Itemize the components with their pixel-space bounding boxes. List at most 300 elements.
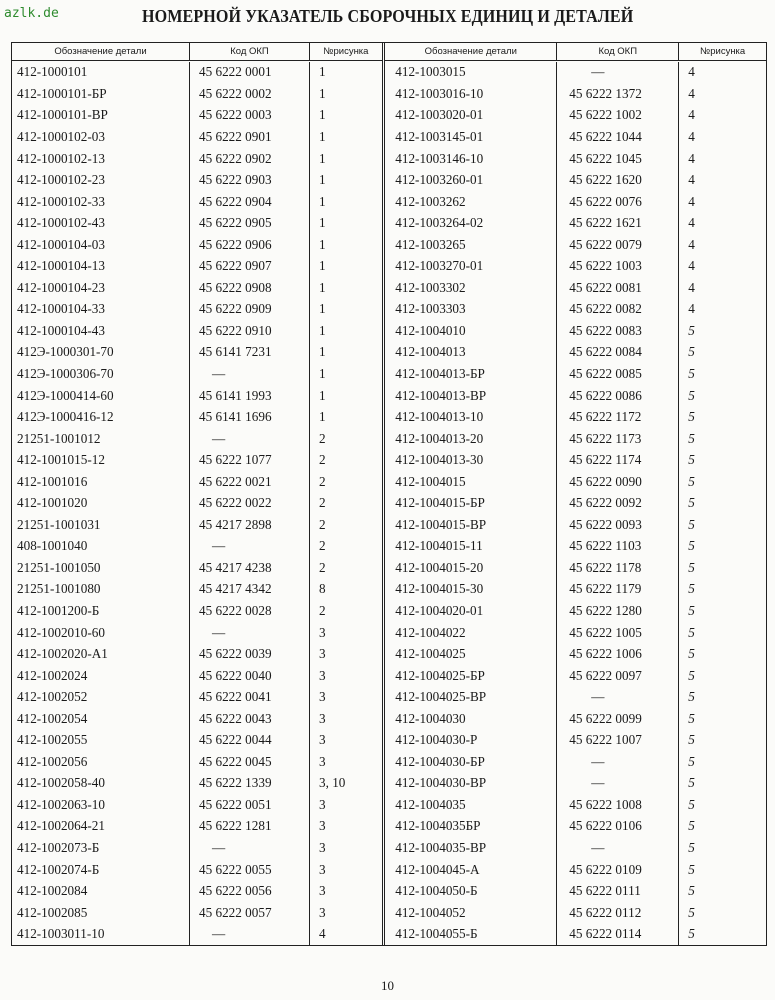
cell-figure-number: 5 bbox=[688, 409, 695, 425]
table-row bbox=[385, 686, 766, 708]
cell-figure-number: 2 bbox=[319, 452, 326, 468]
cell-figure-number: 3 bbox=[319, 732, 326, 748]
cell-part-designation: 412-1000104-33 bbox=[12, 299, 190, 321]
table-row bbox=[385, 449, 766, 471]
cell-okp-code: 45 6222 0905 bbox=[190, 212, 310, 234]
cell-okp-code: 45 6222 1174 bbox=[557, 449, 679, 471]
cell-part-designation: 412Э-1000416-12 bbox=[12, 406, 190, 428]
table-row bbox=[385, 579, 766, 601]
cell-part-designation: 412-1004015-20 bbox=[385, 557, 557, 579]
cell-figure-number: 4 bbox=[688, 85, 695, 101]
table-row bbox=[385, 320, 766, 342]
cell-part-designation: 412-1004013-10 bbox=[385, 406, 557, 428]
cell-okp-code: 45 6222 1372 bbox=[557, 83, 679, 105]
cell-okp-code: 45 6222 1621 bbox=[557, 212, 679, 234]
cell-part-designation: 412-1002058-40 bbox=[12, 773, 190, 795]
table-row bbox=[385, 880, 766, 902]
cell-okp-code: 45 6222 0040 bbox=[190, 665, 310, 687]
cell-part-designation: 412-1000102-03 bbox=[12, 126, 190, 148]
cell-okp-code: — bbox=[190, 536, 310, 558]
cell-figure-number: 2 bbox=[319, 538, 326, 554]
cell-okp-code: 45 6141 1696 bbox=[190, 406, 310, 428]
cell-okp-code: 45 6222 0082 bbox=[557, 299, 679, 321]
table-row bbox=[385, 342, 766, 364]
cell-figure-number: 2 bbox=[319, 516, 326, 532]
table-row bbox=[12, 105, 382, 127]
table-row bbox=[385, 471, 766, 493]
cell-part-designation: 412-1002052 bbox=[12, 686, 190, 708]
cell-part-designation: 412-1000104-13 bbox=[12, 256, 190, 278]
table-row bbox=[12, 730, 382, 752]
cell-figure-number: 5 bbox=[688, 861, 695, 877]
cell-figure-number: 1 bbox=[319, 366, 326, 381]
cell-okp-code: 45 6222 0904 bbox=[190, 191, 310, 213]
cell-figure-number: 5 bbox=[688, 344, 695, 360]
cell-okp-code: 45 6222 0093 bbox=[557, 514, 679, 536]
table-row bbox=[12, 816, 382, 838]
cell-part-designation: 412-1004013-ВР bbox=[385, 385, 557, 407]
cell-figure-number: 5 bbox=[688, 840, 695, 856]
cell-figure-number: 1 bbox=[319, 172, 326, 188]
cell-figure-number: 3 bbox=[319, 689, 326, 705]
cell-figure-number: 2 bbox=[319, 495, 326, 511]
cell-figure-number: 5 bbox=[688, 538, 695, 554]
cell-okp-code: 45 6222 0109 bbox=[557, 859, 679, 881]
cell-okp-code: 45 6222 0028 bbox=[190, 600, 310, 622]
cell-figure-number: 5 bbox=[688, 904, 695, 920]
cell-okp-code: 45 6222 1173 bbox=[557, 428, 679, 450]
table-row bbox=[12, 212, 382, 234]
table-row bbox=[385, 256, 766, 278]
cell-part-designation: 412-1002054 bbox=[12, 708, 190, 730]
cell-part-designation: 412-1004013-БР bbox=[385, 363, 557, 385]
cell-figure-number: 3 bbox=[319, 904, 326, 920]
cell-figure-number: 2 bbox=[319, 473, 326, 489]
table-row bbox=[385, 600, 766, 622]
cell-okp-code: 45 4217 2898 bbox=[190, 514, 310, 536]
table-row bbox=[12, 256, 382, 278]
cell-figure-number: 1 bbox=[319, 301, 326, 317]
cell-okp-code: — bbox=[557, 62, 679, 84]
cell-part-designation: 412Э-1000306-70 bbox=[12, 363, 190, 385]
table-row bbox=[385, 428, 766, 450]
cell-figure-number: 3 bbox=[319, 861, 326, 877]
cell-figure-number: 5 bbox=[688, 495, 695, 511]
header-figure-number: №рисунка bbox=[700, 45, 746, 57]
cell-part-designation: 412-1004013 bbox=[385, 342, 557, 364]
cell-okp-code: 45 6222 1008 bbox=[557, 794, 679, 816]
table-row bbox=[385, 859, 766, 881]
cell-okp-code: — bbox=[190, 428, 310, 450]
table-row bbox=[385, 191, 766, 213]
cell-part-designation: 412-1004035-ВР bbox=[385, 837, 557, 859]
cell-part-designation: 412-1003302 bbox=[385, 277, 557, 299]
cell-figure-number: 5 bbox=[688, 322, 695, 338]
table-row bbox=[385, 406, 766, 428]
cell-okp-code: 45 6222 0055 bbox=[190, 859, 310, 881]
table-row bbox=[12, 234, 382, 256]
cell-figure-number: 5 bbox=[688, 818, 695, 834]
cell-okp-code: 45 6141 7231 bbox=[190, 342, 310, 364]
cell-part-designation: 412-1000101-ВР bbox=[12, 105, 190, 127]
table-row bbox=[12, 406, 382, 428]
cell-figure-number: 4 bbox=[688, 279, 695, 295]
table-row bbox=[385, 536, 766, 558]
table-row bbox=[385, 299, 766, 321]
table-row bbox=[12, 83, 382, 105]
cell-figure-number: 3 bbox=[319, 796, 326, 812]
cell-part-designation: 412-1004030-Р bbox=[385, 730, 557, 752]
cell-part-designation: 412-1002024 bbox=[12, 665, 190, 687]
cell-okp-code: — bbox=[557, 837, 679, 859]
cell-okp-code: 45 6222 0045 bbox=[190, 751, 310, 773]
cell-okp-code: 45 6222 1003 bbox=[557, 256, 679, 278]
header-okp-code: Код ОКП bbox=[190, 43, 310, 60]
cell-figure-number: 3 bbox=[319, 667, 326, 683]
cell-okp-code: — bbox=[190, 363, 310, 385]
cell-figure-number: 5 bbox=[688, 775, 695, 791]
cell-part-designation: 412-1004030 bbox=[385, 708, 557, 730]
cell-okp-code: 45 6222 1172 bbox=[557, 406, 679, 428]
cell-part-designation: 412-1004015-БР bbox=[385, 493, 557, 515]
cell-okp-code: — bbox=[557, 773, 679, 795]
cell-part-designation: 412-1001016 bbox=[12, 471, 190, 493]
table-row bbox=[12, 62, 382, 84]
cell-okp-code: 45 6222 0039 bbox=[190, 643, 310, 665]
cell-figure-number: 3 bbox=[319, 646, 326, 662]
table-row bbox=[385, 751, 766, 773]
cell-part-designation: 412-1003270-01 bbox=[385, 256, 557, 278]
parts-index-table bbox=[11, 42, 767, 946]
cell-okp-code: 45 6222 0910 bbox=[190, 320, 310, 342]
cell-okp-code: 45 6222 0106 bbox=[557, 816, 679, 838]
cell-okp-code: 45 6222 1178 bbox=[557, 557, 679, 579]
cell-figure-number: 4 bbox=[688, 301, 695, 317]
table-row bbox=[385, 83, 766, 105]
cell-part-designation: 412-1004015 bbox=[385, 471, 557, 493]
cell-part-designation: 412-1002064-21 bbox=[12, 816, 190, 838]
cell-figure-number: 3 bbox=[319, 883, 326, 899]
cell-okp-code: 45 6222 0092 bbox=[557, 493, 679, 515]
cell-part-designation: 412-1004022 bbox=[385, 622, 557, 644]
table-row bbox=[385, 62, 766, 84]
cell-okp-code: 45 6222 0057 bbox=[190, 902, 310, 924]
table-row bbox=[385, 363, 766, 385]
cell-okp-code: 45 6222 0111 bbox=[557, 880, 679, 902]
cell-part-designation: 412-1002063-10 bbox=[12, 794, 190, 816]
cell-okp-code: 45 6222 0051 bbox=[190, 794, 310, 816]
cell-part-designation: 412-1000102-13 bbox=[12, 148, 190, 170]
cell-okp-code: 45 6222 0903 bbox=[190, 169, 310, 191]
cell-part-designation: 412-1004020-01 bbox=[385, 600, 557, 622]
table-row bbox=[385, 126, 766, 148]
table-row bbox=[12, 686, 382, 708]
cell-figure-number: 4 bbox=[688, 236, 695, 252]
cell-okp-code: 45 6222 0909 bbox=[190, 299, 310, 321]
table-row bbox=[385, 708, 766, 730]
cell-figure-number: 5 bbox=[688, 473, 695, 489]
cell-figure-number: 5 bbox=[688, 796, 695, 812]
cell-part-designation: 412-1000104-23 bbox=[12, 277, 190, 299]
cell-figure-number: 3 bbox=[319, 818, 326, 834]
cell-okp-code: 45 6222 0085 bbox=[557, 363, 679, 385]
table-row bbox=[12, 471, 382, 493]
cell-okp-code: 45 6222 1044 bbox=[557, 126, 679, 148]
cell-figure-number: 1 bbox=[319, 107, 326, 123]
cell-okp-code: 45 6222 0902 bbox=[190, 148, 310, 170]
table-row bbox=[385, 665, 766, 687]
cell-part-designation: 412-1004052 bbox=[385, 902, 557, 924]
cell-part-designation: 412-1003145-01 bbox=[385, 126, 557, 148]
cell-part-designation: 412-1003011-10 bbox=[12, 923, 190, 945]
table-right-half bbox=[384, 43, 766, 945]
cell-part-designation: 412-1000104-43 bbox=[12, 320, 190, 342]
cell-part-designation: 412-1000101 bbox=[12, 62, 190, 84]
table-row bbox=[12, 794, 382, 816]
cell-figure-number: 4 bbox=[319, 926, 326, 942]
table-row bbox=[385, 773, 766, 795]
table-row bbox=[12, 169, 382, 191]
cell-part-designation: 412-1002055 bbox=[12, 730, 190, 752]
cell-okp-code: 45 6222 0021 bbox=[190, 471, 310, 493]
table-row bbox=[12, 751, 382, 773]
cell-part-designation: 412-1003260-01 bbox=[385, 169, 557, 191]
cell-figure-number: 5 bbox=[688, 732, 695, 748]
cell-part-designation: 412-1003016-10 bbox=[385, 83, 557, 105]
cell-okp-code: 45 6222 1007 bbox=[557, 730, 679, 752]
cell-part-designation: 412-1004010 bbox=[385, 320, 557, 342]
cell-part-designation: 412-1004030-ВР bbox=[385, 773, 557, 795]
cell-part-designation: 21251-1001080 bbox=[12, 579, 190, 601]
cell-part-designation: 412-1001020 bbox=[12, 493, 190, 515]
cell-okp-code: 45 6222 0044 bbox=[190, 730, 310, 752]
cell-part-designation: 412-1002056 bbox=[12, 751, 190, 773]
cell-figure-number: 5 bbox=[688, 366, 695, 381]
cell-figure-number: 4 bbox=[688, 64, 695, 80]
cell-okp-code: 45 6141 1993 bbox=[190, 385, 310, 407]
cell-figure-number: 5 bbox=[688, 710, 695, 726]
cell-part-designation: 412-1004025-БР bbox=[385, 665, 557, 687]
table-row bbox=[385, 557, 766, 579]
cell-figure-number: 1 bbox=[319, 150, 326, 166]
cell-part-designation: 412-1000102-43 bbox=[12, 212, 190, 234]
cell-okp-code: 45 6222 0056 bbox=[190, 880, 310, 902]
cell-okp-code: 45 6222 0114 bbox=[557, 923, 679, 945]
cell-okp-code: 45 6222 1339 bbox=[190, 773, 310, 795]
table-row bbox=[12, 493, 382, 515]
cell-figure-number: 4 bbox=[688, 215, 695, 231]
cell-figure-number: 5 bbox=[688, 926, 695, 942]
cell-okp-code: 45 6222 0086 bbox=[557, 385, 679, 407]
cell-okp-code: 45 6222 0041 bbox=[190, 686, 310, 708]
cell-okp-code: 45 6222 1280 bbox=[557, 600, 679, 622]
cell-part-designation: 412-1003264-02 bbox=[385, 212, 557, 234]
table-row bbox=[385, 794, 766, 816]
cell-part-designation: 412-1002020-А1 bbox=[12, 643, 190, 665]
table-row bbox=[12, 385, 382, 407]
cell-part-designation: 412Э-1000414-60 bbox=[12, 385, 190, 407]
table-row bbox=[385, 105, 766, 127]
cell-okp-code: 45 6222 1006 bbox=[557, 643, 679, 665]
table-row bbox=[12, 859, 382, 881]
cell-part-designation: 412-1002073-Б bbox=[12, 837, 190, 859]
cell-part-designation: 21251-1001031 bbox=[12, 514, 190, 536]
table-header bbox=[385, 43, 766, 61]
cell-part-designation: 412-1004045-А bbox=[385, 859, 557, 881]
cell-okp-code: — bbox=[190, 622, 310, 644]
table-row bbox=[12, 773, 382, 795]
cell-okp-code: — bbox=[557, 751, 679, 773]
table-row bbox=[12, 600, 382, 622]
table-body-left bbox=[12, 61, 382, 945]
cell-part-designation: 412-1003015 bbox=[385, 62, 557, 84]
cell-figure-number: 1 bbox=[319, 387, 326, 403]
table-row bbox=[385, 902, 766, 924]
cell-okp-code: 45 6222 0907 bbox=[190, 256, 310, 278]
table-row bbox=[12, 708, 382, 730]
cell-okp-code: 45 4217 4342 bbox=[190, 579, 310, 601]
table-row bbox=[385, 148, 766, 170]
table-row bbox=[12, 837, 382, 859]
cell-okp-code: — bbox=[190, 923, 310, 945]
cell-part-designation: 412-1004015-11 bbox=[385, 536, 557, 558]
table-row bbox=[12, 191, 382, 213]
watermark: azlk.de bbox=[4, 6, 59, 21]
table-row bbox=[12, 923, 382, 945]
table-row bbox=[385, 277, 766, 299]
cell-part-designation: 412-1001015-12 bbox=[12, 449, 190, 471]
cell-part-designation: 412-1003303 bbox=[385, 299, 557, 321]
cell-figure-number: 5 bbox=[688, 581, 695, 597]
cell-okp-code: 45 6222 0112 bbox=[557, 902, 679, 924]
table-row bbox=[12, 299, 382, 321]
cell-figure-number: 4 bbox=[688, 150, 695, 166]
cell-figure-number: 4 bbox=[688, 107, 695, 123]
table-row bbox=[12, 880, 382, 902]
cell-part-designation: 412-1003146-10 bbox=[385, 148, 557, 170]
table-row bbox=[12, 514, 382, 536]
cell-part-designation: 412-1002085 bbox=[12, 902, 190, 924]
cell-figure-number: 5 bbox=[688, 430, 695, 446]
table-row bbox=[12, 579, 382, 601]
cell-figure-number: 4 bbox=[688, 258, 695, 274]
cell-okp-code: 45 6222 0003 bbox=[190, 105, 310, 127]
cell-figure-number: 4 bbox=[688, 193, 695, 209]
cell-okp-code: 45 6222 0908 bbox=[190, 277, 310, 299]
cell-okp-code: 45 6222 1005 bbox=[557, 622, 679, 644]
cell-okp-code: 45 6222 1179 bbox=[557, 579, 679, 601]
cell-okp-code: 45 6222 0022 bbox=[190, 493, 310, 515]
cell-part-designation: 412-1004055-Б bbox=[385, 923, 557, 945]
cell-okp-code: 45 6222 0099 bbox=[557, 708, 679, 730]
cell-figure-number: 1 bbox=[319, 215, 326, 231]
cell-part-designation: 412-1002074-Б bbox=[12, 859, 190, 881]
cell-part-designation: 412-1000102-23 bbox=[12, 169, 190, 191]
table-row bbox=[12, 536, 382, 558]
table-row bbox=[12, 643, 382, 665]
table-row bbox=[12, 277, 382, 299]
cell-part-designation: 412-1000102-33 bbox=[12, 191, 190, 213]
cell-figure-number: 2 bbox=[319, 603, 326, 619]
cell-okp-code: 45 6222 1077 bbox=[190, 449, 310, 471]
cell-figure-number: 5 bbox=[688, 753, 695, 769]
cell-figure-number: 1 bbox=[319, 85, 326, 101]
table-row bbox=[385, 385, 766, 407]
cell-figure-number: 5 bbox=[688, 883, 695, 899]
cell-okp-code: — bbox=[190, 837, 310, 859]
cell-figure-number: 3 bbox=[319, 710, 326, 726]
table-row bbox=[12, 449, 382, 471]
table-row bbox=[12, 557, 382, 579]
cell-part-designation: 412-1004025 bbox=[385, 643, 557, 665]
cell-part-designation: 412-1004015-ВР bbox=[385, 514, 557, 536]
cell-okp-code: 45 6222 0097 bbox=[557, 665, 679, 687]
cell-okp-code: 45 6222 1045 bbox=[557, 148, 679, 170]
table-row bbox=[385, 622, 766, 644]
cell-figure-number: 1 bbox=[319, 193, 326, 209]
cell-part-designation: 412-1004013-20 bbox=[385, 428, 557, 450]
table-row bbox=[12, 342, 382, 364]
cell-part-designation: 21251-1001012 bbox=[12, 428, 190, 450]
table-header bbox=[12, 43, 382, 61]
table-row bbox=[12, 428, 382, 450]
table-row bbox=[385, 923, 766, 945]
cell-part-designation: 412-1004013-30 bbox=[385, 449, 557, 471]
cell-part-designation: 412-1000104-03 bbox=[12, 234, 190, 256]
header-part-designation: Обозначение детали bbox=[385, 43, 557, 60]
cell-part-designation: 412-1004025-ВР bbox=[385, 686, 557, 708]
table-row bbox=[12, 665, 382, 687]
cell-okp-code: 45 6222 0079 bbox=[557, 234, 679, 256]
table-row bbox=[385, 234, 766, 256]
cell-figure-number: 5 bbox=[688, 646, 695, 662]
cell-figure-number: 2 bbox=[319, 559, 326, 575]
cell-figure-number: 1 bbox=[319, 344, 326, 360]
cell-figure-number: 1 bbox=[319, 322, 326, 338]
cell-figure-number: 5 bbox=[688, 516, 695, 532]
cell-figure-number: 4 bbox=[688, 128, 695, 144]
page-title: НОМЕРНОЙ УКАЗАТЕЛЬ СБОРОЧНЫХ ЕДИНИЦ И ДЕТАЛЕЙ bbox=[142, 6, 634, 26]
cell-part-designation: 21251-1001050 bbox=[12, 557, 190, 579]
cell-part-designation: 412-1003265 bbox=[385, 234, 557, 256]
table-row bbox=[385, 730, 766, 752]
header-okp-code: Код ОКП bbox=[557, 43, 679, 60]
cell-figure-number: 1 bbox=[319, 128, 326, 144]
cell-okp-code: 45 6222 1620 bbox=[557, 169, 679, 191]
cell-okp-code: 45 6222 0002 bbox=[190, 83, 310, 105]
header-part-designation: Обозначение детали bbox=[12, 43, 190, 60]
cell-part-designation: 412-1001200-Б bbox=[12, 600, 190, 622]
table-row bbox=[385, 212, 766, 234]
table-row bbox=[385, 816, 766, 838]
cell-figure-number: 5 bbox=[688, 667, 695, 683]
cell-okp-code: — bbox=[557, 686, 679, 708]
cell-figure-number: 3 bbox=[319, 840, 326, 856]
table-row bbox=[12, 363, 382, 385]
cell-okp-code: 45 6222 0906 bbox=[190, 234, 310, 256]
cell-figure-number: 1 bbox=[319, 279, 326, 295]
cell-part-designation: 412-1004050-Б bbox=[385, 880, 557, 902]
cell-part-designation: 412-1002010-60 bbox=[12, 622, 190, 644]
cell-figure-number: 3 bbox=[319, 753, 326, 769]
cell-figure-number: 1 bbox=[319, 64, 326, 80]
cell-figure-number: 8 bbox=[319, 581, 326, 597]
cell-figure-number: 1 bbox=[319, 409, 326, 425]
table-row bbox=[385, 169, 766, 191]
cell-part-designation: 412-1004015-30 bbox=[385, 579, 557, 601]
table-row bbox=[385, 643, 766, 665]
table-row bbox=[385, 514, 766, 536]
